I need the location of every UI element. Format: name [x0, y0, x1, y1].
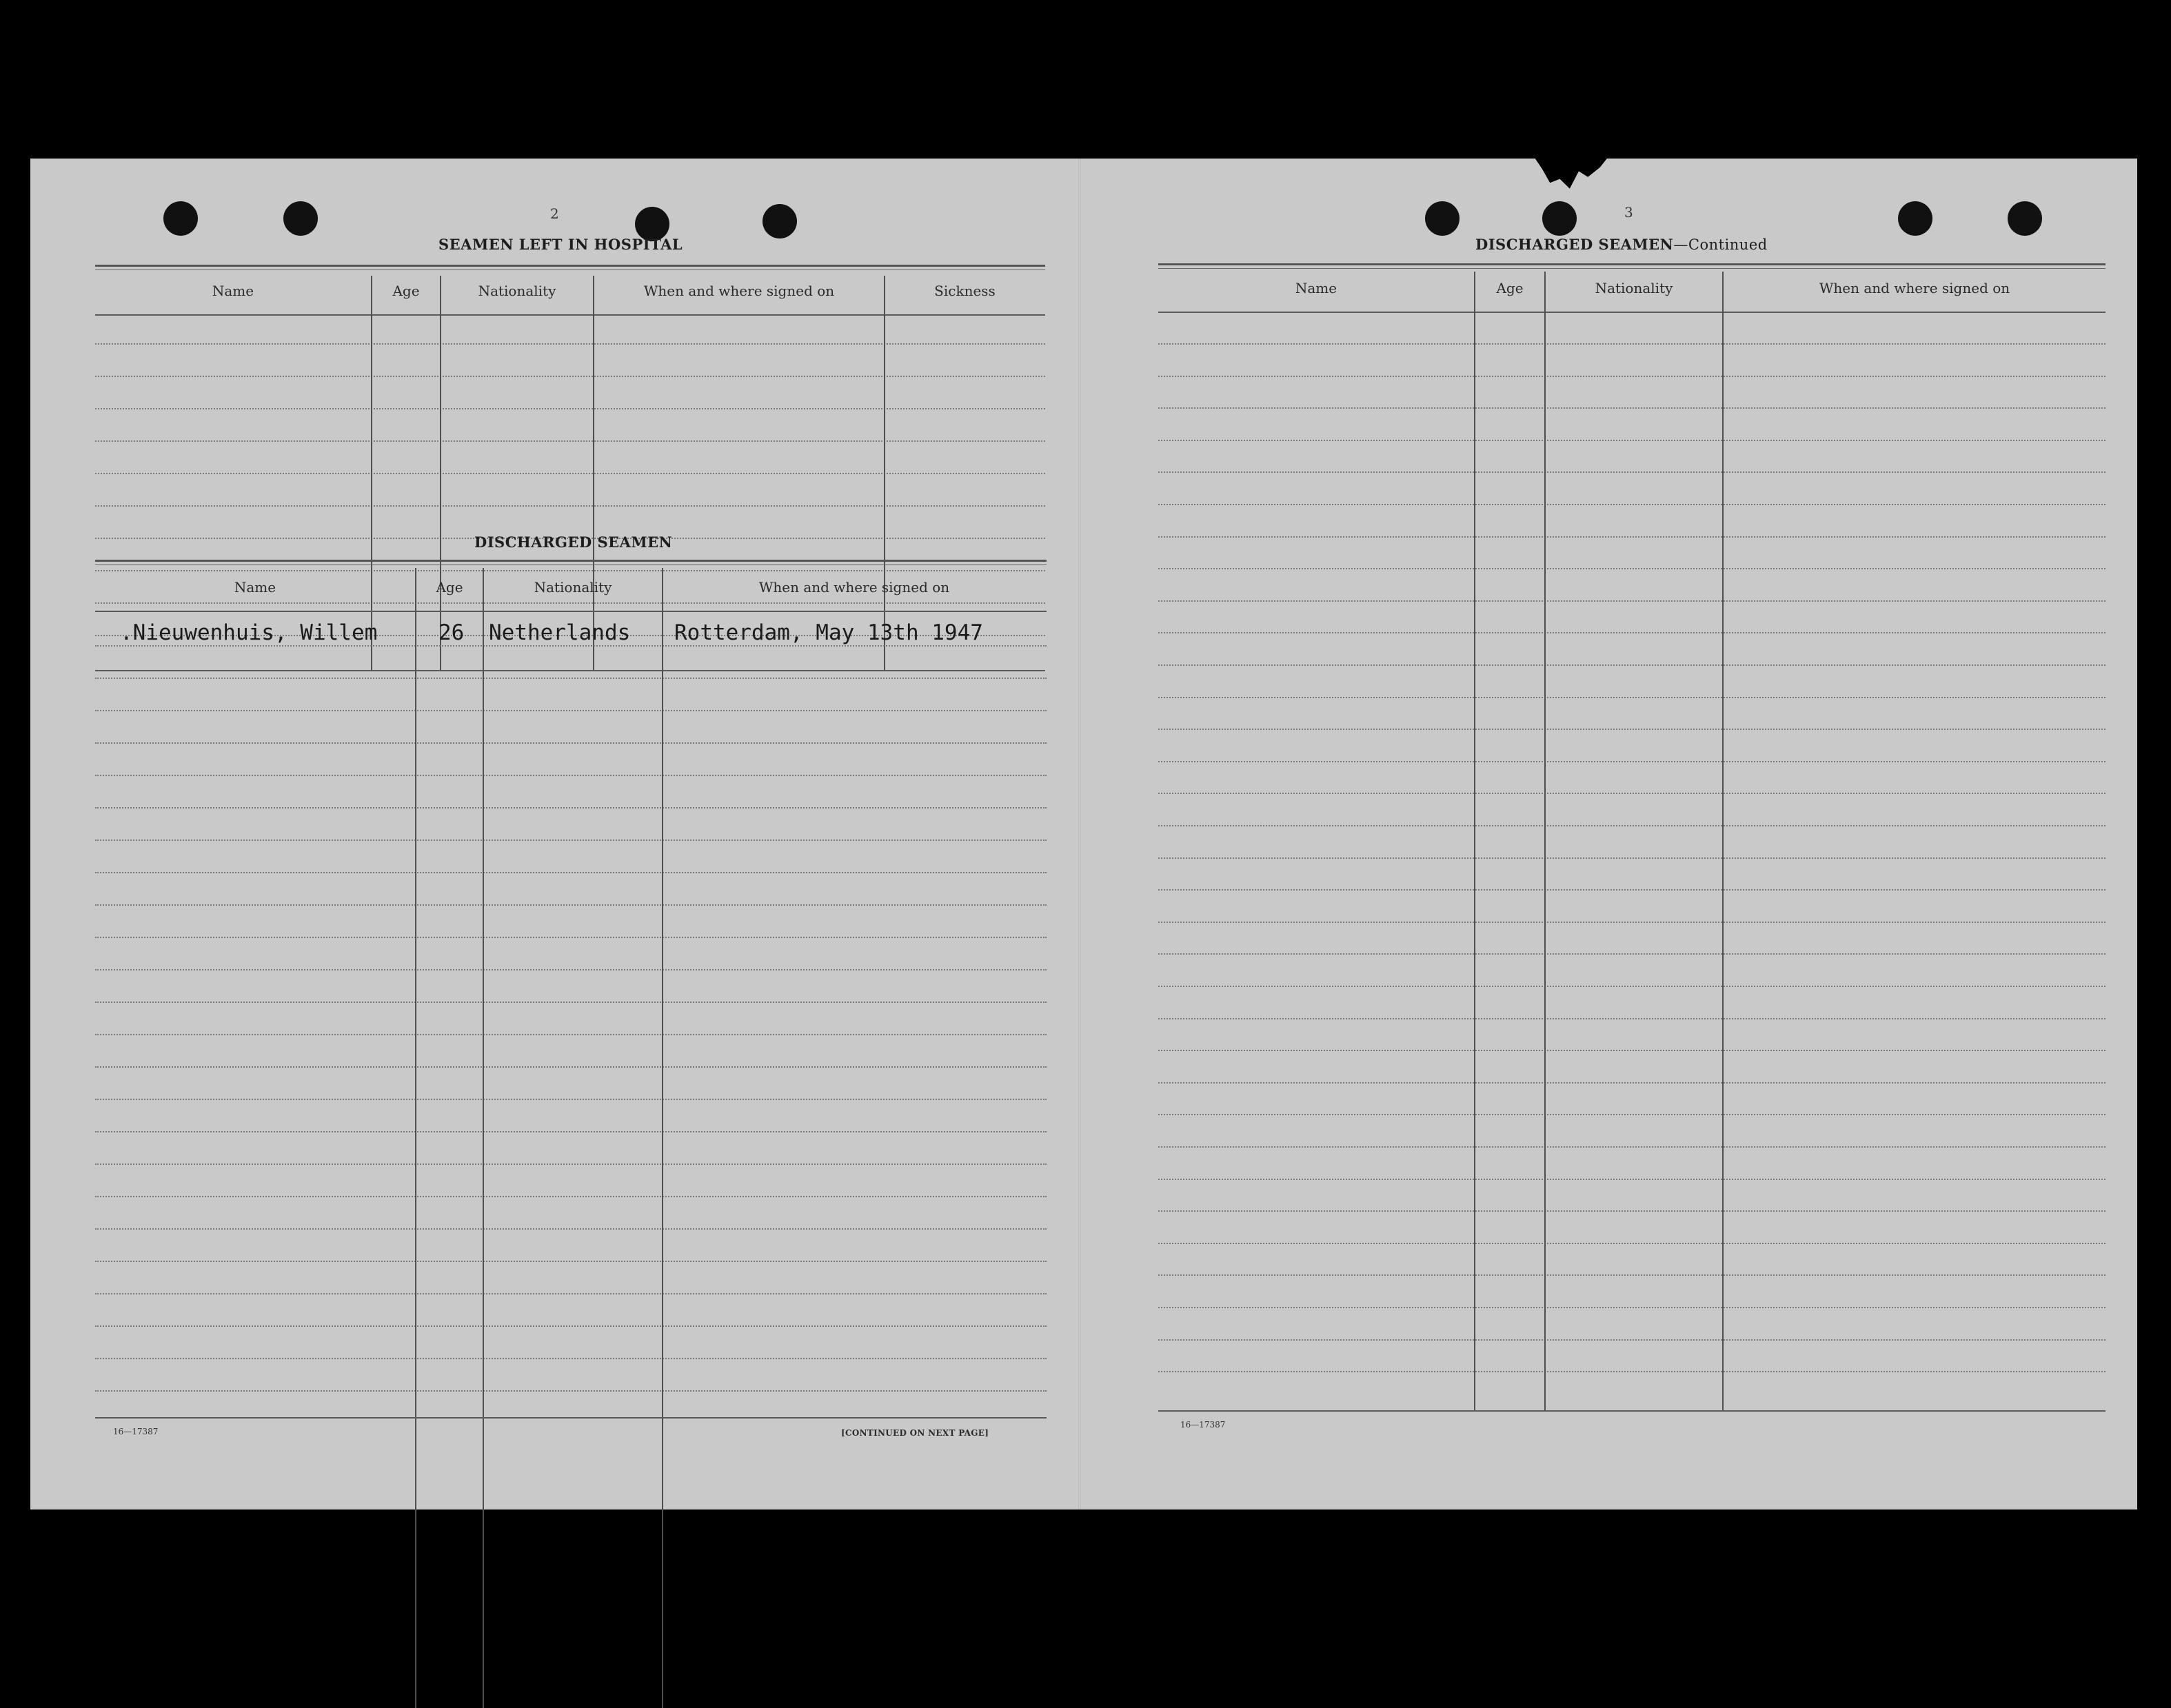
ruled-line [1158, 1179, 2106, 1180]
ruled-line [1158, 922, 2106, 923]
continued-header-nationality: Nationality [1595, 280, 1673, 296]
hospital-bottom-rule [95, 670, 1045, 671]
continued-header-name: Name [1295, 280, 1337, 296]
ruled-line [95, 937, 1047, 938]
ruled-line [1158, 536, 2106, 538]
ruled-line [95, 1196, 1047, 1197]
ruled-line [1158, 1307, 2106, 1308]
ruled-line [95, 742, 1047, 744]
hospital-section-title: SEAMEN LEFT IN HOSPITAL [438, 236, 683, 253]
ruled-line [1158, 825, 2106, 826]
hospital-header-sickness: Sickness [934, 283, 996, 299]
discharged-col-divider [415, 568, 416, 1708]
ruled-line [95, 840, 1047, 841]
right-section-title [1475, 236, 1768, 253]
ruled-line [1158, 1243, 2106, 1244]
ruled-line [1158, 568, 2106, 569]
seaman-nationality: Netherlands [489, 620, 631, 645]
discharged-col-divider [662, 568, 663, 1708]
punch-hole [1898, 201, 1932, 236]
discharged-header-age: Age [436, 579, 463, 596]
punch-hole [1542, 201, 1577, 236]
ruled-line [95, 1390, 1047, 1392]
form-number-right: 16—17387 [1180, 1420, 1226, 1430]
hospital-header-name: Name [212, 283, 254, 299]
discharged-header-nationality: Nationality [534, 579, 612, 596]
ruled-line [95, 1131, 1047, 1132]
discharged-bottom-rule [95, 1417, 1047, 1419]
discharged-top-rule [95, 560, 1047, 562]
seaman-signed-on: Rotterdam, May 13th 1947 [674, 620, 983, 645]
ruled-line [95, 376, 1045, 377]
ruled-line [1158, 664, 2106, 666]
seaman-name: .Nieuwenhuis, Willem [120, 620, 378, 645]
discharged-header-rule [95, 611, 1047, 612]
right-title-suffix: —Continued [1673, 236, 1768, 253]
ruled-line [1158, 504, 2106, 505]
ruled-line [95, 343, 1045, 345]
ruled-line [95, 1358, 1047, 1359]
ruled-line [95, 969, 1047, 970]
continued-header-signed-on: When and where signed on [1819, 280, 2010, 296]
ruled-line [95, 440, 1045, 442]
ruled-line [95, 807, 1047, 809]
hospital-header-age: Age [392, 283, 420, 299]
ruled-line [1158, 1210, 2106, 1212]
ruled-line [95, 505, 1045, 507]
ruled-line [1158, 697, 2106, 698]
seaman-age: 26 [438, 620, 465, 645]
ruled-line [95, 473, 1045, 474]
form-number-left: 16—17387 [113, 1427, 159, 1436]
discharged-header-signed-on: When and where signed on [758, 579, 950, 596]
ruled-line [95, 678, 1047, 679]
hospital-header-rule [95, 314, 1045, 316]
ruled-line [1158, 1018, 2106, 1019]
continued-header-rule [1158, 312, 2106, 313]
ruled-line [95, 1034, 1047, 1035]
ruled-line [95, 570, 1045, 571]
ruled-line [1158, 889, 2106, 891]
ruled-line [95, 645, 1047, 647]
ruled-line [95, 872, 1047, 873]
continued-top-rule [1158, 263, 2106, 265]
ruled-line [1158, 1082, 2106, 1084]
ruled-line [95, 1066, 1047, 1068]
ruled-line [1158, 729, 2106, 730]
ruled-line [1158, 440, 2106, 441]
punch-hole [1425, 201, 1460, 236]
ruled-line [95, 602, 1045, 604]
ruled-line [1158, 376, 2106, 377]
continued-col-divider [1722, 272, 1724, 1410]
hospital-top-rule [95, 265, 1045, 267]
discharged-section-title: DISCHARGED SEAMEN [474, 533, 673, 551]
continued-col-divider [1544, 272, 1546, 1410]
continued-col-divider [1474, 272, 1475, 1410]
ruled-line [95, 1002, 1047, 1003]
ruled-line [95, 1293, 1047, 1294]
ruled-line [1158, 407, 2106, 409]
ruled-line [1158, 1050, 2106, 1051]
ruled-line [95, 710, 1047, 711]
page-number-left: 2 [550, 205, 559, 222]
ruled-line [1158, 632, 2106, 633]
ruled-line [1158, 1274, 2106, 1276]
ruled-line [1158, 953, 2106, 955]
ruled-line [1158, 343, 2106, 345]
ruled-line [1158, 471, 2106, 473]
ruled-line [1158, 600, 2106, 602]
ruled-line [95, 408, 1045, 409]
ruled-line [1158, 1339, 2106, 1341]
continued-bottom-rule [1158, 1410, 2106, 1412]
discharged-header-name: Name [234, 579, 276, 596]
ruled-line [1158, 1146, 2106, 1148]
page-fold [1078, 159, 1081, 1509]
ruled-line [1158, 986, 2106, 987]
ruled-line [95, 1163, 1047, 1165]
document-spread [30, 159, 2137, 1509]
ruled-line [1158, 761, 2106, 762]
ruled-line [1158, 793, 2106, 794]
discharged-col-divider [483, 568, 484, 1708]
punch-hole [163, 201, 198, 236]
punch-hole [2008, 201, 2042, 236]
ruled-line [1158, 1371, 2106, 1372]
ruled-line [1158, 857, 2106, 859]
page-number-right: 3 [1624, 204, 1633, 221]
continued-header-age: Age [1496, 280, 1524, 296]
punch-hole [283, 201, 318, 236]
paper-tear [1533, 156, 1609, 194]
continued-note: [CONTINUED ON NEXT PAGE] [841, 1428, 989, 1438]
right-title-bold: DISCHARGED SEAMEN [1475, 236, 1674, 253]
ruled-line [95, 1099, 1047, 1100]
ruled-line [95, 1325, 1047, 1327]
punch-hole [763, 204, 797, 238]
ruled-line [1158, 1114, 2106, 1115]
hospital-header-signed-on: When and where signed on [643, 283, 835, 299]
ruled-line [95, 904, 1047, 906]
ruled-line [95, 775, 1047, 776]
ruled-line [95, 1228, 1047, 1230]
hospital-header-nationality: Nationality [478, 283, 556, 299]
ruled-line [95, 1261, 1047, 1262]
